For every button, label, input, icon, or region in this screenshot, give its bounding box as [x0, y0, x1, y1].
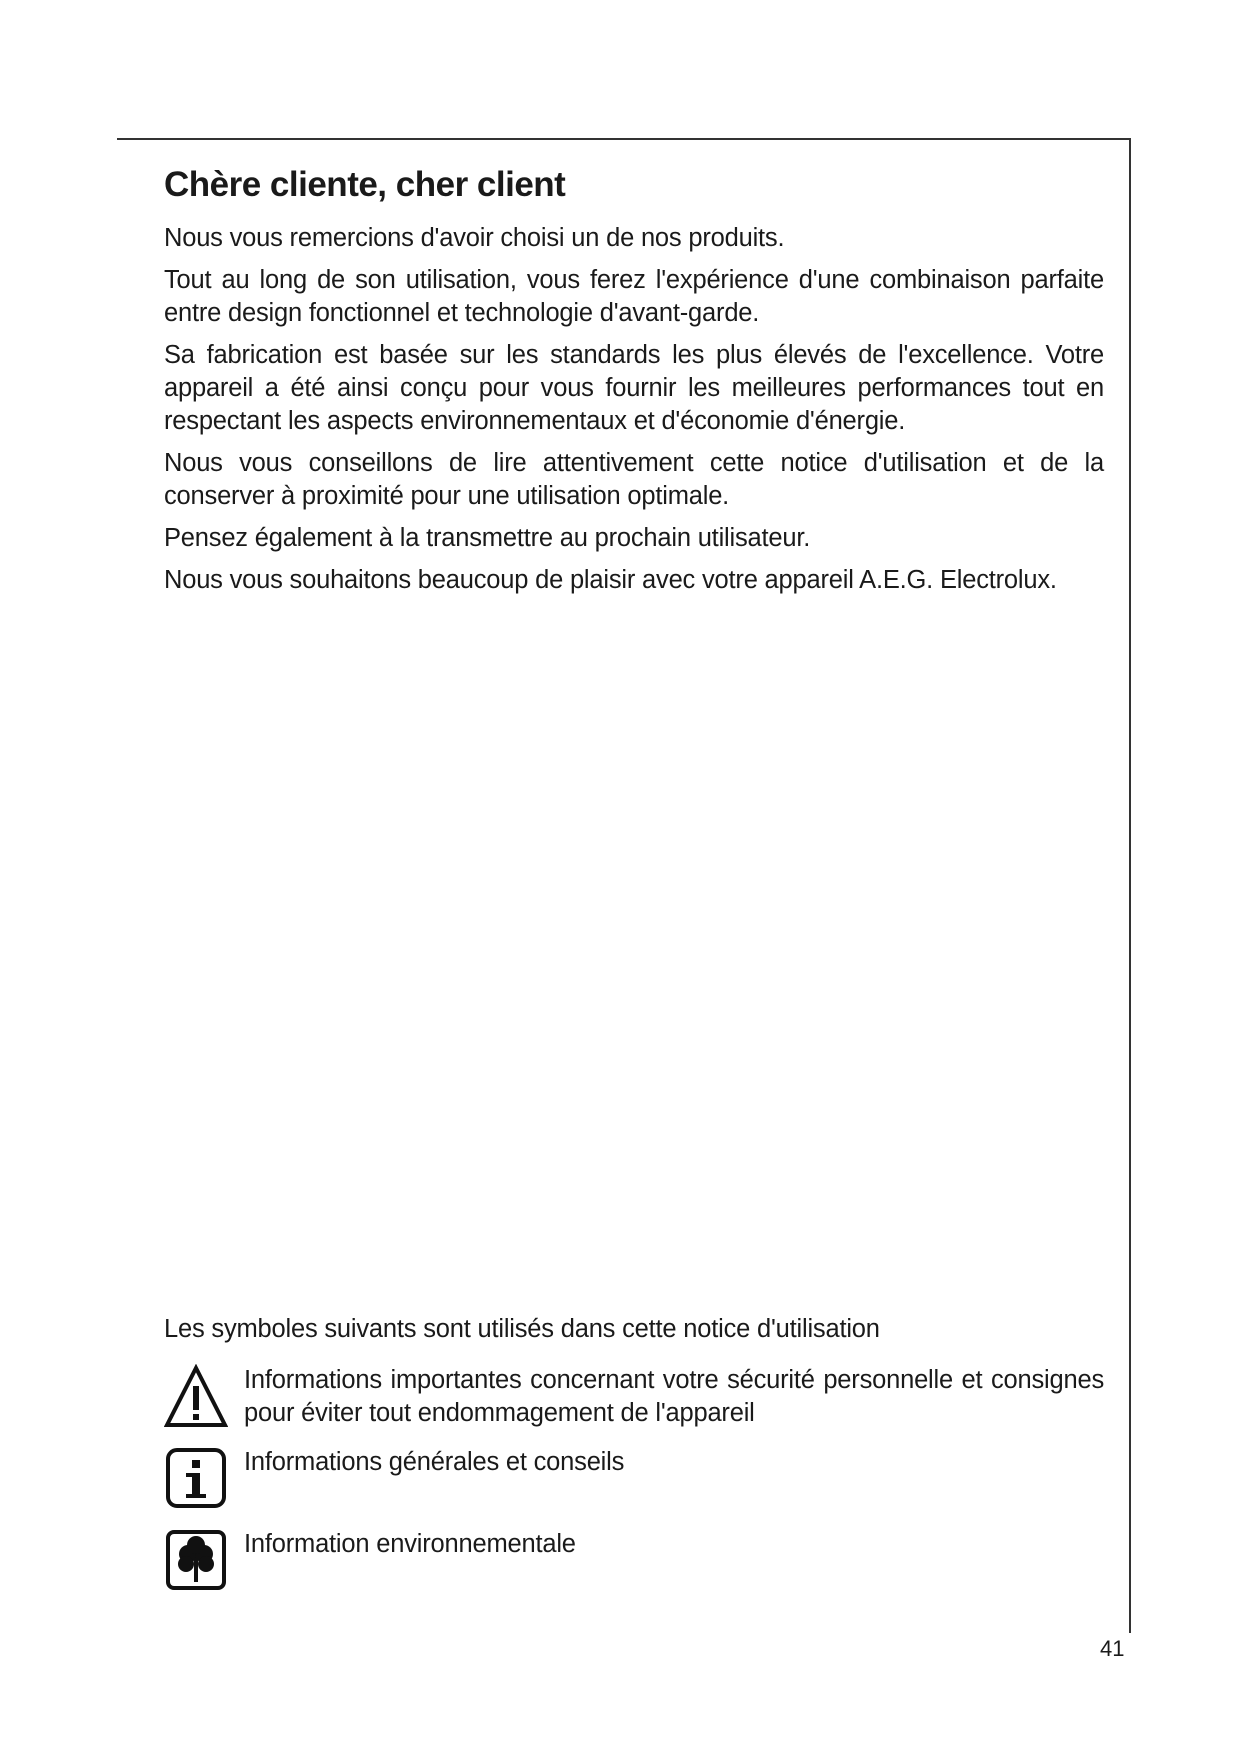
symbols-legend [164, 1313, 1104, 1608]
paragraph-wishes: Nous vous souhaitons beaucoup de plaisir avec votre appareil A.E.G. Electrolux. [164, 566, 1057, 594]
page-number: 41 [1100, 1636, 1125, 1661]
top-rule [117, 138, 1131, 140]
symbol-text-environment: Information environnementale [244, 1530, 576, 1558]
paragraph-transmit: Pensez également à la transmettre au prochain utilisateur. [164, 524, 811, 552]
shamrock-environment-icon [164, 1528, 230, 1592]
warning-triangle-icon [164, 1364, 230, 1428]
paragraph-advice: Nous vous conseillons de lire attentivement cette notice d'utilisation et de la conserver à proximité pour une utilisation optimale. [164, 449, 1104, 510]
symbol-row-info [164, 1446, 1104, 1528]
page-title: Chère cliente, cher client [164, 165, 566, 204]
symbol-text-warning: Informations importantes concernant votre sécurité personnelle et consignes pour éviter tout endommagement de l'appareil [244, 1366, 1104, 1427]
paragraph-experience: Tout au long de son utilisation, vous ferez l'expérience d'une combinaison parfaite entre design fonctionnel et technologie d'avant-garde. [164, 266, 1104, 327]
paragraph-manufacturing: Sa fabrication est basée sur les standards les plus élevés de l'excellence. Votre appareil a été ainsi conçu pour vous fournir les meilleures performances tout en respectant les aspects environnementaux et d'économie d'énergie. [164, 341, 1104, 435]
intro-section [164, 160, 1104, 606]
right-rule [1129, 138, 1131, 1633]
symbol-row-warning [164, 1364, 1104, 1446]
information-icon [164, 1446, 230, 1510]
symbol-text-info: Informations générales et conseils [244, 1448, 625, 1476]
symbol-row-environment [164, 1528, 1104, 1608]
symbols-intro: Les symboles suivants sont utilisés dans cette notice d'utilisation [164, 1315, 880, 1343]
paragraph-thanks: Nous vous remercions d'avoir choisi un de nos produits. [164, 224, 785, 252]
